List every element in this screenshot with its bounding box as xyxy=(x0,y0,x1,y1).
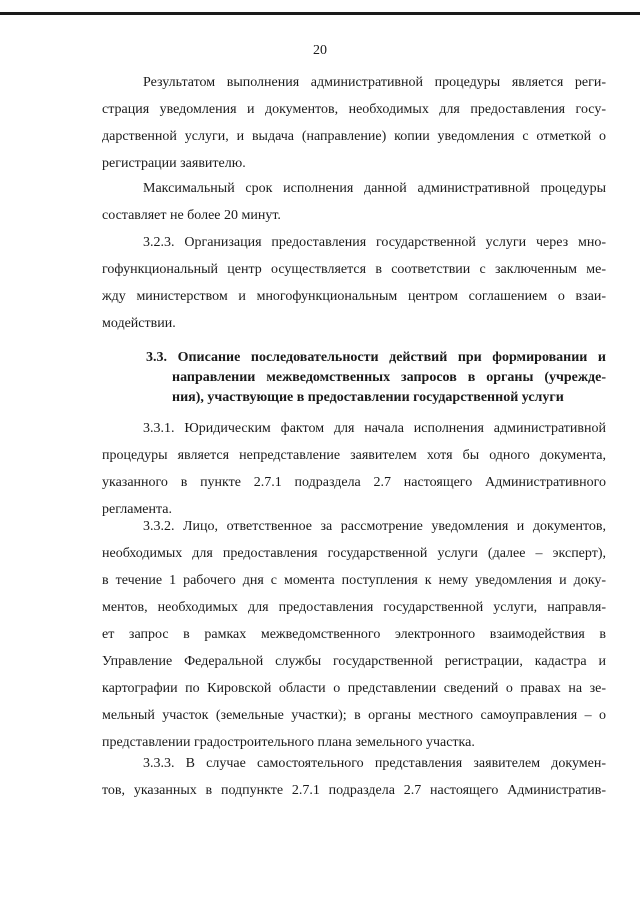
text-line: регистрации заявителю. xyxy=(102,156,246,171)
text-line: дарственной услуги, и выдача (направление) копии уведомления с отметкой о xyxy=(102,129,606,144)
text-line: Результатом выполнения административной процедуры является реги- xyxy=(143,75,606,90)
text-line: процедуры является непредставление заявителем хотя бы одного документа, xyxy=(102,448,606,463)
text-line: картографии по Кировской области о представлении сведений о правах на зе- xyxy=(102,681,606,696)
text-line: гофункциональный центр осуществляется в соответствии с заключенным ме- xyxy=(102,262,606,277)
text-line: Максимальный срок исполнения данной административной процедуры xyxy=(143,181,606,196)
text-line: указанного в пункте 2.7.1 подраздела 2.7 настоящего Административного xyxy=(102,475,606,490)
text-line: жду министерством и многофункциональным центром соглашением о взаи- xyxy=(102,289,606,304)
text-line: ментов, необходимых для предоставления государственной услуги, направля- xyxy=(102,600,606,615)
heading-line: направлении межведомственных запросов в органы (учрежде- xyxy=(172,370,606,385)
text-line: модействии. xyxy=(102,316,176,331)
text-line: 3.3.1. Юридическим фактом для начала исполнения административной xyxy=(143,421,606,436)
text-line: в течение 1 рабочего дня с момента поступления к нему уведомления и доку- xyxy=(102,573,606,588)
text-line: ет запрос в рамках межведомственного электронного взаимодействия в xyxy=(102,627,606,642)
paragraph-3-2-3 xyxy=(102,229,606,337)
text-line: 3.2.3. Организация предоставления государственной услуги через мно- xyxy=(143,235,606,250)
top-rule xyxy=(0,12,640,15)
section-heading-3-3 xyxy=(146,348,606,408)
text-line: составляет не более 20 минут. xyxy=(102,208,281,223)
page-number: 20 xyxy=(313,43,327,58)
text-line: необходимых для предоставления государственной услуги (далее – эксперт), xyxy=(102,546,606,561)
text-line: тов, указанных в подпункте 2.7.1 подраздела 2.7 настоящего Административ- xyxy=(102,783,606,798)
text-line: мельный участок (земельные участки); в органы местного самоуправления – о xyxy=(102,708,606,723)
paragraph-3-3-2 xyxy=(102,513,606,756)
paragraph-result xyxy=(102,69,606,177)
text-line: 3.3.3. В случае самостоятельного представления заявителем докумен- xyxy=(143,756,606,771)
heading-line: ния), участвующие в предоставлении государственной услуги xyxy=(172,390,564,405)
text-line: регламента. xyxy=(102,502,173,517)
text-line: представлении градостроительного плана земельного участка. xyxy=(102,735,475,750)
heading-line: 3.3. Описание последовательности действий при формировании и xyxy=(146,350,606,365)
text-line: 3.3.2. Лицо, ответственное за рассмотрение уведомления и документов, xyxy=(143,519,606,534)
text-line: страция уведомления и документов, необходимых для предоставления госу- xyxy=(102,102,606,117)
paragraph-max-time xyxy=(102,175,606,229)
paragraph-3-3-1 xyxy=(102,415,606,523)
paragraph-3-3-3 xyxy=(102,750,606,804)
text-line: Управление Федеральной службы государственной регистрации, кадастра и xyxy=(102,654,606,669)
